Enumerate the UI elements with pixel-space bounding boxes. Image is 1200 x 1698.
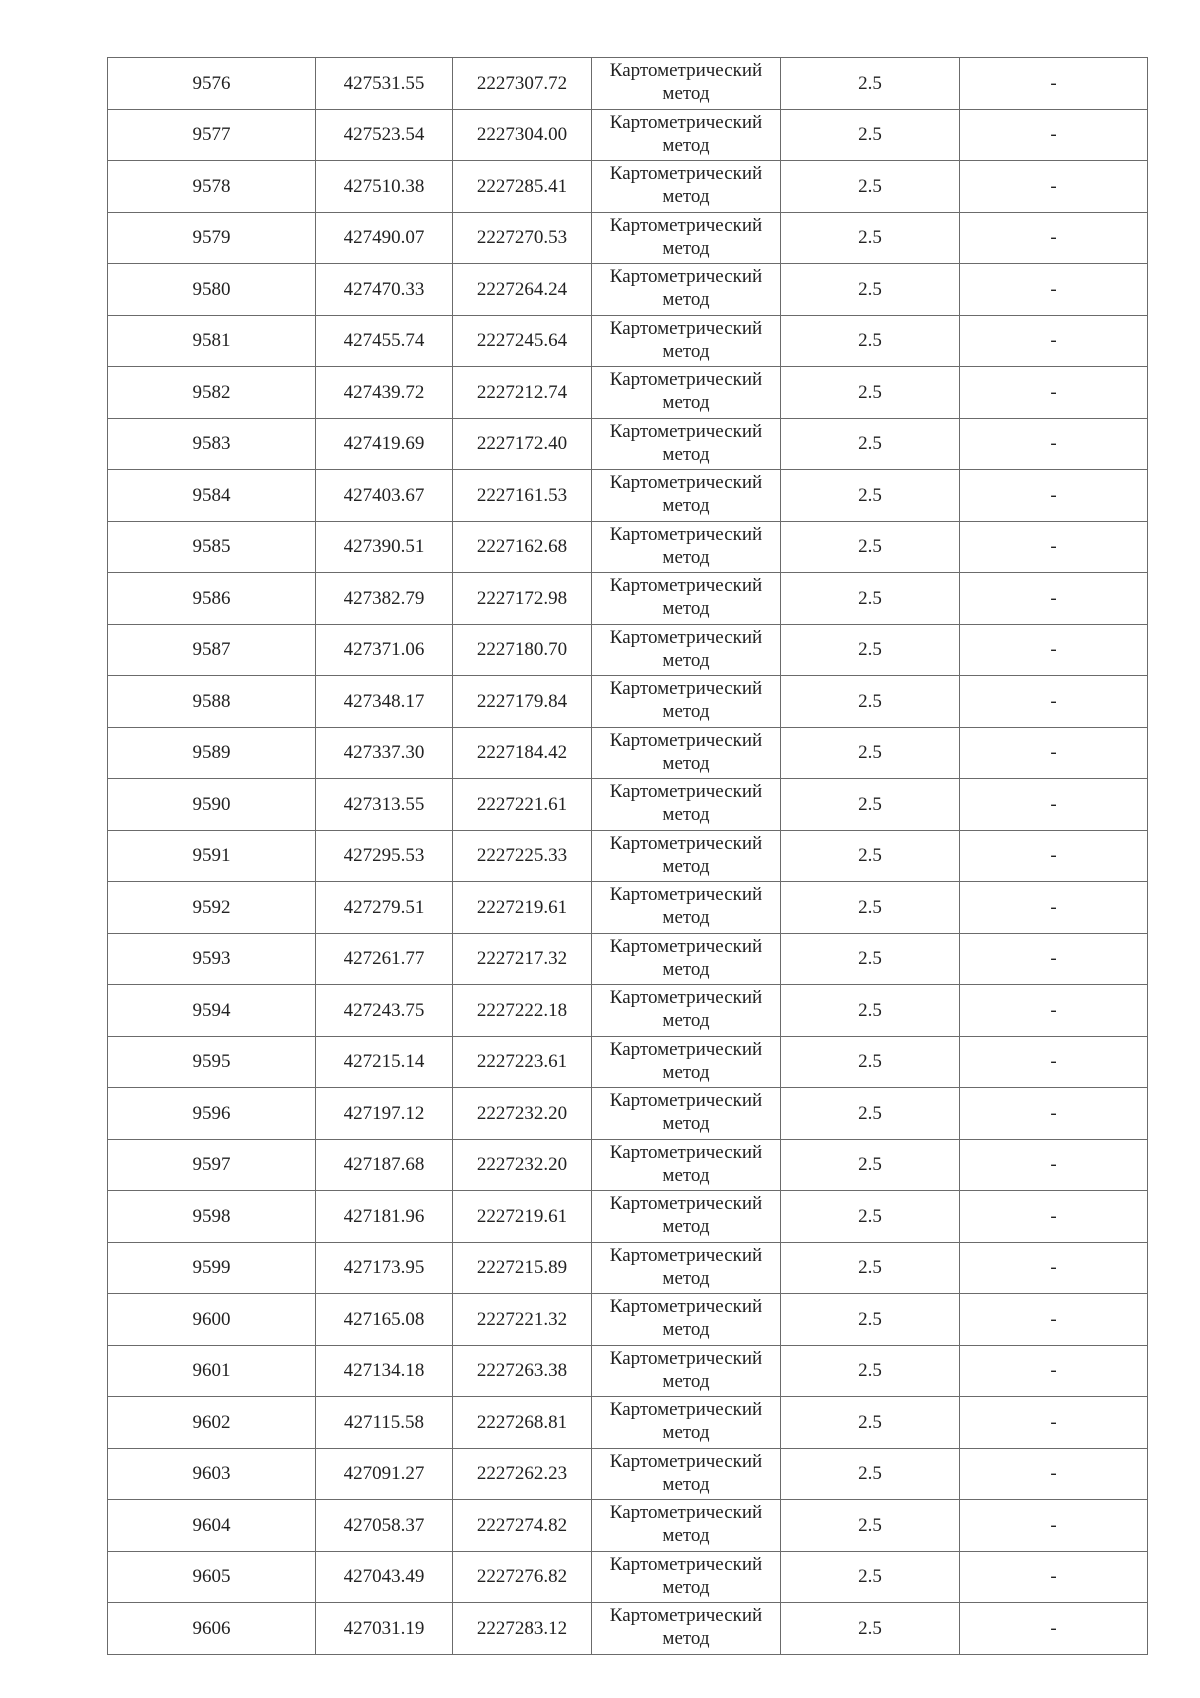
table-row: [108, 933, 1148, 985]
method-label-line2: метод: [662, 1061, 710, 1083]
method-label-line2: метод: [662, 1319, 710, 1341]
method-cell: [592, 1294, 781, 1346]
point-number-cell: 9582: [108, 367, 316, 419]
table-row: [108, 882, 1148, 934]
method-label-line2: метод: [662, 598, 710, 620]
table-row: [108, 1603, 1148, 1655]
description-cell: -: [960, 521, 1148, 573]
x-coordinate-cell: 427173.95: [316, 1242, 453, 1294]
table-row: [108, 1448, 1148, 1500]
method-cell: [592, 1603, 781, 1655]
method-cell: [592, 264, 781, 316]
description-cell: -: [960, 212, 1148, 264]
x-coordinate-cell: 427197.12: [316, 1088, 453, 1140]
method-cell: [592, 676, 781, 728]
y-coordinate-cell: 2227219.61: [453, 1191, 592, 1243]
description-cell: -: [960, 58, 1148, 110]
accuracy-cell: 2.5: [781, 212, 960, 264]
method-label-line2: метод: [662, 1267, 710, 1289]
x-coordinate-cell: 427403.67: [316, 470, 453, 522]
method-label-line2: метод: [662, 1576, 710, 1598]
accuracy-cell: 2.5: [781, 676, 960, 728]
table-row: [108, 1500, 1148, 1552]
method-label-line1: Картометрический: [609, 1553, 763, 1575]
accuracy-cell: 2.5: [781, 1191, 960, 1243]
point-number-cell: 9594: [108, 985, 316, 1037]
method-label-line1: Картометрический: [609, 884, 763, 906]
point-number-cell: 9606: [108, 1603, 316, 1655]
method-cell: [592, 58, 781, 110]
method-cell: [592, 1139, 781, 1191]
accuracy-cell: 2.5: [781, 1345, 960, 1397]
description-cell: -: [960, 779, 1148, 831]
point-number-cell: 9580: [108, 264, 316, 316]
method-label-line2: метод: [662, 1010, 710, 1032]
point-number-cell: 9587: [108, 624, 316, 676]
method-label-line2: метод: [662, 1113, 710, 1135]
table-row: [108, 1191, 1148, 1243]
description-cell: -: [960, 933, 1148, 985]
method-label-line1: Картометрический: [609, 1605, 763, 1627]
method-label-line2: метод: [662, 958, 710, 980]
point-number-cell: 9586: [108, 573, 316, 625]
y-coordinate-cell: 2227285.41: [453, 161, 592, 213]
table-row: [108, 109, 1148, 161]
method-cell: [592, 109, 781, 161]
method-label-line1: Картометрический: [609, 317, 763, 339]
description-cell: -: [960, 161, 1148, 213]
y-coordinate-cell: 2227172.98: [453, 573, 592, 625]
method-label-line2: метод: [662, 1422, 710, 1444]
x-coordinate-cell: 427043.49: [316, 1551, 453, 1603]
accuracy-cell: 2.5: [781, 1088, 960, 1140]
point-number-cell: 9593: [108, 933, 316, 985]
x-coordinate-cell: 427531.55: [316, 58, 453, 110]
method-label-line1: Картометрический: [609, 729, 763, 751]
method-cell: [592, 161, 781, 213]
point-number-cell: 9599: [108, 1242, 316, 1294]
x-coordinate-cell: 427348.17: [316, 676, 453, 728]
method-label-line1: Картометрический: [609, 626, 763, 648]
coordinates-table-body: [108, 58, 1148, 1655]
point-number-cell: 9603: [108, 1448, 316, 1500]
method-cell: [592, 985, 781, 1037]
point-number-cell: 9588: [108, 676, 316, 728]
method-cell: [592, 1551, 781, 1603]
method-label-line1: Картометрический: [609, 214, 763, 236]
description-cell: -: [960, 882, 1148, 934]
x-coordinate-cell: 427181.96: [316, 1191, 453, 1243]
method-label-line1: Картометрический: [609, 1244, 763, 1266]
accuracy-cell: 2.5: [781, 985, 960, 1037]
y-coordinate-cell: 2227262.23: [453, 1448, 592, 1500]
description-cell: -: [960, 830, 1148, 882]
y-coordinate-cell: 2227212.74: [453, 367, 592, 419]
method-label-line1: Картометрический: [609, 1038, 763, 1060]
x-coordinate-cell: 427390.51: [316, 521, 453, 573]
description-cell: -: [960, 985, 1148, 1037]
y-coordinate-cell: 2227162.68: [453, 521, 592, 573]
method-cell: [592, 933, 781, 985]
y-coordinate-cell: 2227307.72: [453, 58, 592, 110]
description-cell: -: [960, 109, 1148, 161]
accuracy-cell: 2.5: [781, 573, 960, 625]
method-cell: [592, 315, 781, 367]
y-coordinate-cell: 2227232.20: [453, 1088, 592, 1140]
accuracy-cell: 2.5: [781, 882, 960, 934]
y-coordinate-cell: 2227180.70: [453, 624, 592, 676]
x-coordinate-cell: 427313.55: [316, 779, 453, 831]
method-cell: [592, 367, 781, 419]
point-number-cell: 9577: [108, 109, 316, 161]
method-label-line2: метод: [662, 649, 710, 671]
table-row: [108, 830, 1148, 882]
description-cell: -: [960, 1088, 1148, 1140]
accuracy-cell: 2.5: [781, 624, 960, 676]
point-number-cell: 9596: [108, 1088, 316, 1140]
x-coordinate-cell: 427470.33: [316, 264, 453, 316]
accuracy-cell: 2.5: [781, 367, 960, 419]
description-cell: -: [960, 727, 1148, 779]
method-label-line1: Картометрический: [609, 781, 763, 803]
y-coordinate-cell: 2227221.61: [453, 779, 592, 831]
method-label-line2: метод: [662, 134, 710, 156]
accuracy-cell: 2.5: [781, 109, 960, 161]
point-number-cell: 9585: [108, 521, 316, 573]
point-number-cell: 9584: [108, 470, 316, 522]
method-label-line2: метод: [662, 701, 710, 723]
y-coordinate-cell: 2227263.38: [453, 1345, 592, 1397]
method-cell: [592, 418, 781, 470]
x-coordinate-cell: 427455.74: [316, 315, 453, 367]
method-label-line2: метод: [662, 443, 710, 465]
point-number-cell: 9592: [108, 882, 316, 934]
y-coordinate-cell: 2227222.18: [453, 985, 592, 1037]
accuracy-cell: 2.5: [781, 470, 960, 522]
method-label-line2: метод: [662, 237, 710, 259]
x-coordinate-cell: 427382.79: [316, 573, 453, 625]
table-row: [108, 1551, 1148, 1603]
y-coordinate-cell: 2227276.82: [453, 1551, 592, 1603]
point-number-cell: 9578: [108, 161, 316, 213]
method-label-line1: Картометрический: [609, 1090, 763, 1112]
table-row: [108, 264, 1148, 316]
accuracy-cell: 2.5: [781, 264, 960, 316]
description-cell: -: [960, 1036, 1148, 1088]
description-cell: -: [960, 418, 1148, 470]
description-cell: -: [960, 573, 1148, 625]
table-row: [108, 779, 1148, 831]
y-coordinate-cell: 2227304.00: [453, 109, 592, 161]
description-cell: -: [960, 264, 1148, 316]
accuracy-cell: 2.5: [781, 1448, 960, 1500]
method-label-line1: Картометрический: [609, 60, 763, 82]
method-label-line1: Картометрический: [609, 163, 763, 185]
table-row: [108, 573, 1148, 625]
method-label-line1: Картометрический: [609, 832, 763, 854]
x-coordinate-cell: 427439.72: [316, 367, 453, 419]
x-coordinate-cell: 427279.51: [316, 882, 453, 934]
method-cell: [592, 1345, 781, 1397]
x-coordinate-cell: 427115.58: [316, 1397, 453, 1449]
point-number-cell: 9597: [108, 1139, 316, 1191]
table-row: [108, 470, 1148, 522]
accuracy-cell: 2.5: [781, 1139, 960, 1191]
point-number-cell: 9595: [108, 1036, 316, 1088]
y-coordinate-cell: 2227223.61: [453, 1036, 592, 1088]
y-coordinate-cell: 2227172.40: [453, 418, 592, 470]
accuracy-cell: 2.5: [781, 161, 960, 213]
accuracy-cell: 2.5: [781, 315, 960, 367]
point-number-cell: 9602: [108, 1397, 316, 1449]
accuracy-cell: 2.5: [781, 58, 960, 110]
method-label-line1: Картометрический: [609, 523, 763, 545]
description-cell: -: [960, 1294, 1148, 1346]
point-number-cell: 9601: [108, 1345, 316, 1397]
method-label-line2: метод: [662, 83, 710, 105]
method-label-line2: метод: [662, 392, 710, 414]
accuracy-cell: 2.5: [781, 1242, 960, 1294]
method-label-line2: метод: [662, 907, 710, 929]
method-label-line2: метод: [662, 546, 710, 568]
x-coordinate-cell: 427165.08: [316, 1294, 453, 1346]
point-number-cell: 9591: [108, 830, 316, 882]
accuracy-cell: 2.5: [781, 933, 960, 985]
method-cell: [592, 624, 781, 676]
x-coordinate-cell: 427490.07: [316, 212, 453, 264]
accuracy-cell: 2.5: [781, 1397, 960, 1449]
x-coordinate-cell: 427295.53: [316, 830, 453, 882]
method-label-line1: Картометрический: [609, 1347, 763, 1369]
y-coordinate-cell: 2227215.89: [453, 1242, 592, 1294]
point-number-cell: 9604: [108, 1500, 316, 1552]
x-coordinate-cell: 427134.18: [316, 1345, 453, 1397]
description-cell: -: [960, 624, 1148, 676]
x-coordinate-cell: 427419.69: [316, 418, 453, 470]
method-cell: [592, 1500, 781, 1552]
method-label-line1: Картометрический: [609, 1450, 763, 1472]
method-cell: [592, 573, 781, 625]
accuracy-cell: 2.5: [781, 727, 960, 779]
method-label-line2: метод: [662, 1164, 710, 1186]
table-row: [108, 624, 1148, 676]
method-label-line1: Картометрический: [609, 1399, 763, 1421]
description-cell: -: [960, 1448, 1148, 1500]
method-label-line2: метод: [662, 1216, 710, 1238]
description-cell: -: [960, 470, 1148, 522]
table-row: [108, 1139, 1148, 1191]
method-cell: [592, 779, 781, 831]
description-cell: -: [960, 1551, 1148, 1603]
y-coordinate-cell: 2227221.32: [453, 1294, 592, 1346]
point-number-cell: 9583: [108, 418, 316, 470]
accuracy-cell: 2.5: [781, 1603, 960, 1655]
point-number-cell: 9579: [108, 212, 316, 264]
y-coordinate-cell: 2227219.61: [453, 882, 592, 934]
method-label-line2: метод: [662, 804, 710, 826]
y-coordinate-cell: 2227225.33: [453, 830, 592, 882]
y-coordinate-cell: 2227274.82: [453, 1500, 592, 1552]
x-coordinate-cell: 427337.30: [316, 727, 453, 779]
accuracy-cell: 2.5: [781, 830, 960, 882]
accuracy-cell: 2.5: [781, 1036, 960, 1088]
point-number-cell: 9600: [108, 1294, 316, 1346]
method-cell: [592, 470, 781, 522]
description-cell: -: [960, 315, 1148, 367]
method-label-line2: метод: [662, 855, 710, 877]
x-coordinate-cell: 427510.38: [316, 161, 453, 213]
method-cell: [592, 882, 781, 934]
method-cell: [592, 1397, 781, 1449]
point-number-cell: 9590: [108, 779, 316, 831]
y-coordinate-cell: 2227268.81: [453, 1397, 592, 1449]
point-number-cell: 9581: [108, 315, 316, 367]
method-label-line1: Картометрический: [609, 472, 763, 494]
x-coordinate-cell: 427523.54: [316, 109, 453, 161]
table-row: [108, 58, 1148, 110]
table-row: [108, 985, 1148, 1037]
method-cell: [592, 830, 781, 882]
method-cell: [592, 1448, 781, 1500]
table-row: [108, 1242, 1148, 1294]
method-cell: [592, 521, 781, 573]
table-row: [108, 676, 1148, 728]
accuracy-cell: 2.5: [781, 1500, 960, 1552]
method-label-line1: Картометрический: [609, 987, 763, 1009]
method-label-line1: Картометрический: [609, 575, 763, 597]
method-label-line2: метод: [662, 752, 710, 774]
method-label-line1: Картометрический: [609, 1502, 763, 1524]
x-coordinate-cell: 427215.14: [316, 1036, 453, 1088]
table-row: [108, 1088, 1148, 1140]
description-cell: -: [960, 1139, 1148, 1191]
point-number-cell: 9598: [108, 1191, 316, 1243]
description-cell: -: [960, 676, 1148, 728]
method-label-line2: метод: [662, 1370, 710, 1392]
table-row: [108, 418, 1148, 470]
description-cell: -: [960, 367, 1148, 419]
description-cell: -: [960, 1397, 1148, 1449]
x-coordinate-cell: 427091.27: [316, 1448, 453, 1500]
description-cell: -: [960, 1191, 1148, 1243]
description-cell: -: [960, 1500, 1148, 1552]
method-label-line2: метод: [662, 186, 710, 208]
coordinates-table: [107, 57, 1148, 1655]
method-label-line1: Картометрический: [609, 369, 763, 391]
method-label-line1: Картометрический: [609, 266, 763, 288]
description-cell: -: [960, 1603, 1148, 1655]
table-row: [108, 367, 1148, 419]
y-coordinate-cell: 2227264.24: [453, 264, 592, 316]
method-label-line1: Картометрический: [609, 1141, 763, 1163]
method-label-line1: Картометрический: [609, 1193, 763, 1215]
table-row: [108, 212, 1148, 264]
method-label-line1: Картометрический: [609, 678, 763, 700]
method-label-line1: Картометрический: [609, 111, 763, 133]
y-coordinate-cell: 2227270.53: [453, 212, 592, 264]
accuracy-cell: 2.5: [781, 1551, 960, 1603]
method-label-line1: Картометрический: [609, 420, 763, 442]
x-coordinate-cell: 427058.37: [316, 1500, 453, 1552]
y-coordinate-cell: 2227245.64: [453, 315, 592, 367]
table-row: [108, 1294, 1148, 1346]
table-row: [108, 521, 1148, 573]
accuracy-cell: 2.5: [781, 1294, 960, 1346]
y-coordinate-cell: 2227184.42: [453, 727, 592, 779]
method-cell: [592, 1088, 781, 1140]
accuracy-cell: 2.5: [781, 521, 960, 573]
table-row: [108, 727, 1148, 779]
x-coordinate-cell: 427187.68: [316, 1139, 453, 1191]
method-label-line1: Картометрический: [609, 1296, 763, 1318]
y-coordinate-cell: 2227283.12: [453, 1603, 592, 1655]
accuracy-cell: 2.5: [781, 779, 960, 831]
x-coordinate-cell: 427031.19: [316, 1603, 453, 1655]
table-row: [108, 1036, 1148, 1088]
method-label-line2: метод: [662, 1628, 710, 1650]
method-cell: [592, 1242, 781, 1294]
description-cell: -: [960, 1242, 1148, 1294]
method-cell: [592, 727, 781, 779]
method-label-line2: метод: [662, 289, 710, 311]
x-coordinate-cell: 427261.77: [316, 933, 453, 985]
y-coordinate-cell: 2227217.32: [453, 933, 592, 985]
table-row: [108, 161, 1148, 213]
method-label-line2: метод: [662, 1473, 710, 1495]
y-coordinate-cell: 2227232.20: [453, 1139, 592, 1191]
table-row: [108, 1345, 1148, 1397]
point-number-cell: 9605: [108, 1551, 316, 1603]
method-cell: [592, 1036, 781, 1088]
description-cell: -: [960, 1345, 1148, 1397]
point-number-cell: 9576: [108, 58, 316, 110]
table-row: [108, 1397, 1148, 1449]
method-label-line1: Картометрический: [609, 935, 763, 957]
method-label-line2: метод: [662, 340, 710, 362]
x-coordinate-cell: 427243.75: [316, 985, 453, 1037]
method-label-line2: метод: [662, 495, 710, 517]
method-cell: [592, 1191, 781, 1243]
method-label-line2: метод: [662, 1525, 710, 1547]
table-row: [108, 315, 1148, 367]
y-coordinate-cell: 2227179.84: [453, 676, 592, 728]
x-coordinate-cell: 427371.06: [316, 624, 453, 676]
point-number-cell: 9589: [108, 727, 316, 779]
y-coordinate-cell: 2227161.53: [453, 470, 592, 522]
accuracy-cell: 2.5: [781, 418, 960, 470]
method-cell: [592, 212, 781, 264]
